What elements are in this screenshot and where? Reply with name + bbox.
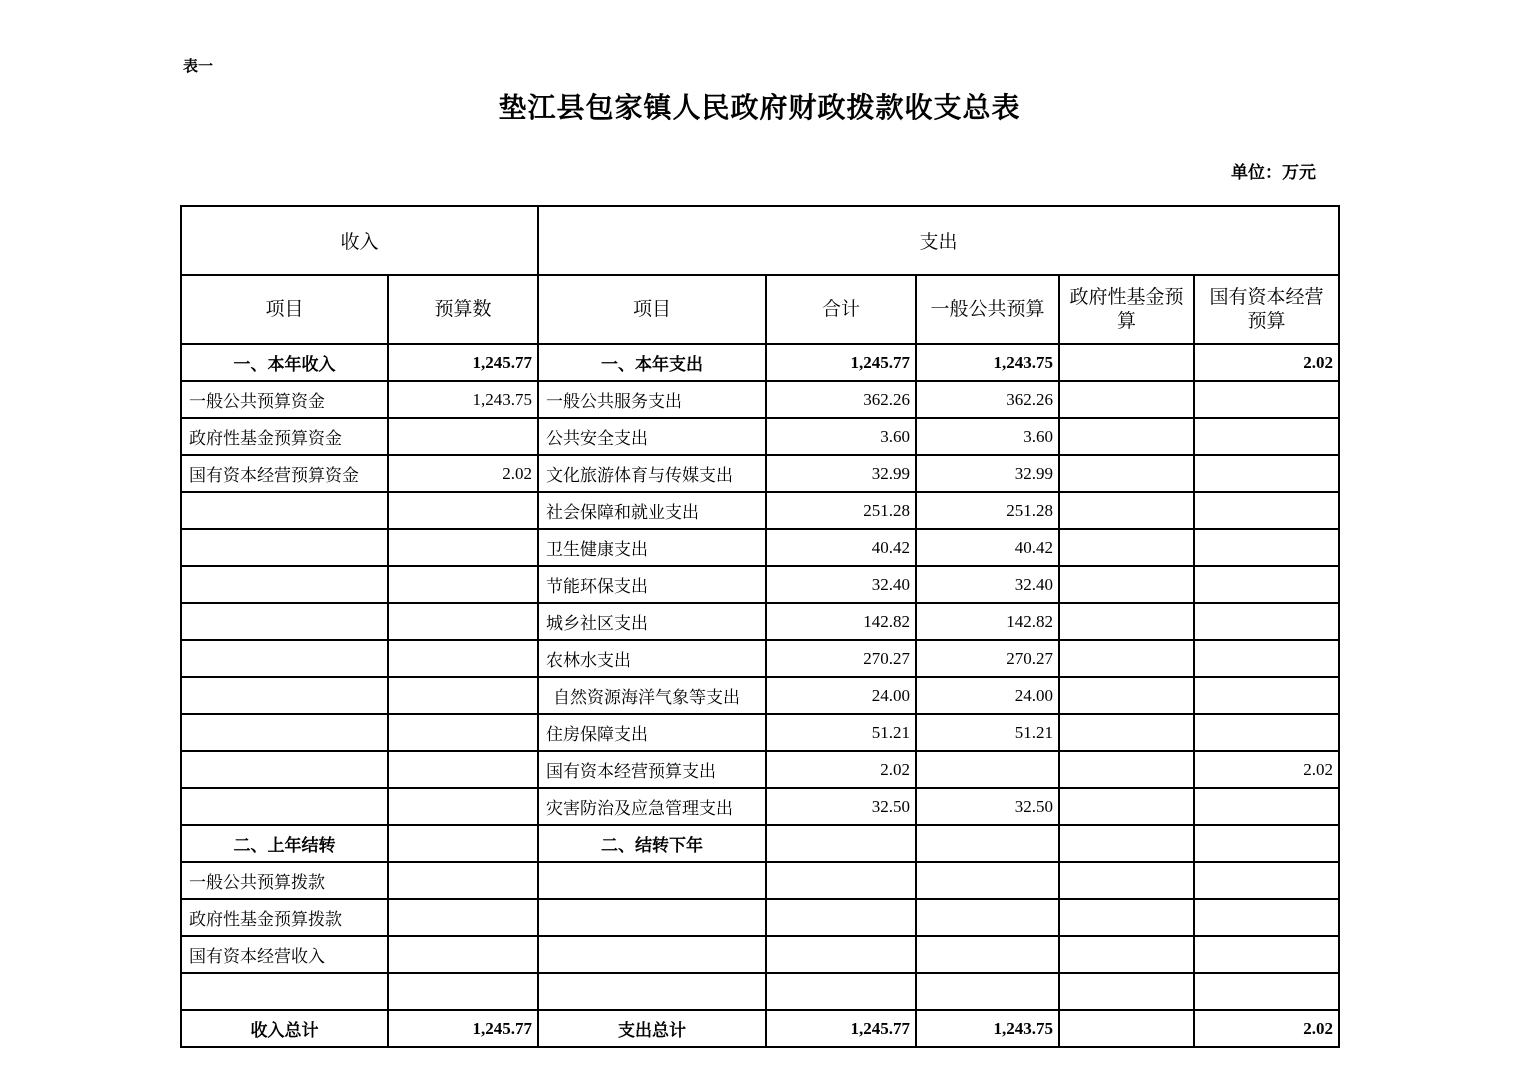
table-row <box>181 566 1339 603</box>
income-budget-cell <box>388 862 538 899</box>
exp-general-cell: 270.27 <box>916 640 1059 677</box>
exp-statecap-cell <box>1194 455 1339 492</box>
exp-statecap-cell <box>1194 862 1339 899</box>
exp-total-cell: 32.40 <box>766 566 916 603</box>
exp-item-cell <box>538 862 766 899</box>
exp-total-cell: 32.99 <box>766 455 916 492</box>
income-item-cell <box>181 640 388 677</box>
income-item-cell <box>181 492 388 529</box>
exp-general-cell: 142.82 <box>916 603 1059 640</box>
exp-item-cell: 文化旅游体育与传媒支出 <box>538 455 766 492</box>
exp-govfund-cell <box>1059 603 1194 640</box>
table-row <box>181 640 1339 677</box>
exp-statecap-header: 国有资本经营预算 <box>1194 275 1339 344</box>
exp-general-cell <box>916 862 1059 899</box>
exp-govfund-cell <box>1059 714 1194 751</box>
income-item-cell <box>181 751 388 788</box>
exp-item-cell: 国有资本经营预算支出 <box>538 751 766 788</box>
exp-general-header: 一般公共预算 <box>916 275 1059 344</box>
exp-item-cell <box>538 899 766 936</box>
income-budget-cell <box>388 492 538 529</box>
income-budget-cell <box>388 825 538 862</box>
income-item-cell <box>181 788 388 825</box>
exp-general-cell: 51.21 <box>916 714 1059 751</box>
exp-item-header: 项目 <box>538 275 766 344</box>
exp-total-cell <box>766 862 916 899</box>
exp-general-cell: 32.40 <box>916 566 1059 603</box>
income-item-cell <box>181 677 388 714</box>
income-item-cell <box>181 603 388 640</box>
income-item-cell <box>181 566 388 603</box>
exp-govfund-cell <box>1059 640 1194 677</box>
exp-general-cell: 362.26 <box>916 381 1059 418</box>
income-budget-cell <box>388 640 538 677</box>
exp-govfund-cell <box>1059 973 1194 1010</box>
table-row <box>181 677 1339 714</box>
table-label: 表一 <box>183 58 214 75</box>
group-header-row <box>181 206 1339 275</box>
income-budget-cell <box>388 973 538 1010</box>
exp-item-cell: 二、结转下年 <box>538 825 766 862</box>
table-row <box>181 862 1339 899</box>
exp-govfund-cell <box>1059 825 1194 862</box>
exp-general-cell <box>916 973 1059 1010</box>
exp-govfund-cell <box>1059 788 1194 825</box>
exp-govfund-cell <box>1059 418 1194 455</box>
exp-item-cell: 农林水支出 <box>538 640 766 677</box>
income-budget-cell <box>388 603 538 640</box>
exp-govfund-cell <box>1059 677 1194 714</box>
exp-statecap-cell <box>1194 899 1339 936</box>
income-budget-header: 预算数 <box>388 275 538 344</box>
total-row <box>181 1010 1339 1047</box>
income-item-header: 项目 <box>181 275 388 344</box>
exp-govfund-header: 政府性基金预算 <box>1059 275 1194 344</box>
exp-total-cell: 142.82 <box>766 603 916 640</box>
income-item-cell <box>181 973 388 1010</box>
exp-total-cell <box>766 936 916 973</box>
table-row <box>181 714 1339 751</box>
page-title: 垫江县包家镇人民政府财政拨款收支总表 <box>498 92 1021 123</box>
exp-item-cell: 自然资源海洋气象等支出 <box>538 677 766 714</box>
exp-total-cell: 40.42 <box>766 529 916 566</box>
table-row <box>181 492 1339 529</box>
exp-govfund-cell <box>1059 899 1194 936</box>
income-item-cell: 政府性基金预算资金 <box>181 418 388 455</box>
income-budget-cell <box>388 936 538 973</box>
exp-item-cell: 一般公共服务支出 <box>538 381 766 418</box>
exp-total-cell <box>766 899 916 936</box>
exp-general-cell: 3.60 <box>916 418 1059 455</box>
exp-statecap-cell <box>1194 603 1339 640</box>
income-item-cell: 收入总计 <box>181 1010 388 1047</box>
exp-govfund-cell <box>1059 529 1194 566</box>
income-item-cell: 一般公共预算资金 <box>181 381 388 418</box>
exp-statecap-cell <box>1194 529 1339 566</box>
income-budget-cell <box>388 714 538 751</box>
exp-statecap-cell <box>1194 566 1339 603</box>
table-row <box>181 825 1339 862</box>
exp-total-cell: 51.21 <box>766 714 916 751</box>
income-item-cell <box>181 714 388 751</box>
income-item-cell: 一般公共预算拨款 <box>181 862 388 899</box>
table-row <box>181 936 1339 973</box>
table-row <box>181 455 1339 492</box>
exp-general-cell: 251.28 <box>916 492 1059 529</box>
income-item-cell: 国有资本经营预算资金 <box>181 455 388 492</box>
income-item-cell: 国有资本经营收入 <box>181 936 388 973</box>
exp-statecap-cell <box>1194 640 1339 677</box>
table-row <box>181 344 1339 381</box>
income-budget-cell <box>388 529 538 566</box>
income-item-cell: 政府性基金预算拨款 <box>181 899 388 936</box>
expenditure-group-header: 支出 <box>538 206 1339 275</box>
exp-statecap-cell: 2.02 <box>1194 344 1339 381</box>
exp-govfund-cell <box>1059 936 1194 973</box>
exp-item-cell: 住房保障支出 <box>538 714 766 751</box>
exp-general-cell: 40.42 <box>916 529 1059 566</box>
income-item-cell: 一、本年收入 <box>181 344 388 381</box>
income-budget-cell: 2.02 <box>388 455 538 492</box>
exp-total-cell <box>766 973 916 1010</box>
exp-total-cell: 1,245.77 <box>766 1010 916 1047</box>
exp-item-cell: 城乡社区支出 <box>538 603 766 640</box>
exp-govfund-cell <box>1059 381 1194 418</box>
table-row <box>181 381 1339 418</box>
table-row <box>181 418 1339 455</box>
exp-total-header: 合计 <box>766 275 916 344</box>
table-row <box>181 529 1339 566</box>
table-row <box>181 973 1339 1010</box>
column-header-row <box>181 275 1339 344</box>
exp-general-cell <box>916 899 1059 936</box>
exp-statecap-cell: 2.02 <box>1194 751 1339 788</box>
budget-summary-table <box>180 205 1340 1048</box>
exp-general-cell: 24.00 <box>916 677 1059 714</box>
exp-general-cell: 1,243.75 <box>916 344 1059 381</box>
income-item-cell <box>181 529 388 566</box>
table-row <box>181 603 1339 640</box>
exp-govfund-cell <box>1059 455 1194 492</box>
exp-statecap-cell <box>1194 788 1339 825</box>
exp-total-cell: 362.26 <box>766 381 916 418</box>
exp-item-cell: 卫生健康支出 <box>538 529 766 566</box>
income-budget-cell <box>388 899 538 936</box>
exp-govfund-cell <box>1059 862 1194 899</box>
exp-statecap-cell <box>1194 677 1339 714</box>
income-budget-cell <box>388 788 538 825</box>
exp-item-cell: 支出总计 <box>538 1010 766 1047</box>
exp-statecap-cell <box>1194 936 1339 973</box>
exp-govfund-cell <box>1059 1010 1194 1047</box>
exp-statecap-cell <box>1194 973 1339 1010</box>
exp-general-cell <box>916 825 1059 862</box>
exp-govfund-cell <box>1059 566 1194 603</box>
table-row <box>181 899 1339 936</box>
exp-statecap-cell <box>1194 825 1339 862</box>
exp-total-cell <box>766 825 916 862</box>
income-item-cell: 二、上年结转 <box>181 825 388 862</box>
exp-total-cell: 24.00 <box>766 677 916 714</box>
exp-item-cell: 灾害防治及应急管理支出 <box>538 788 766 825</box>
exp-general-cell <box>916 751 1059 788</box>
exp-govfund-cell <box>1059 492 1194 529</box>
exp-total-cell: 2.02 <box>766 751 916 788</box>
exp-statecap-cell <box>1194 418 1339 455</box>
exp-statecap-cell <box>1194 381 1339 418</box>
income-budget-cell: 1,243.75 <box>388 381 538 418</box>
income-budget-cell <box>388 566 538 603</box>
unit-note: 单位：万元 <box>1231 163 1316 182</box>
exp-statecap-cell: 2.02 <box>1194 1010 1339 1047</box>
exp-statecap-cell <box>1194 714 1339 751</box>
exp-item-cell: 节能环保支出 <box>538 566 766 603</box>
income-budget-cell <box>388 677 538 714</box>
exp-total-cell: 3.60 <box>766 418 916 455</box>
exp-item-cell: 社会保障和就业支出 <box>538 492 766 529</box>
table-row <box>181 788 1339 825</box>
exp-general-cell: 32.50 <box>916 788 1059 825</box>
exp-govfund-cell <box>1059 344 1194 381</box>
exp-item-cell: 公共安全支出 <box>538 418 766 455</box>
exp-general-cell: 32.99 <box>916 455 1059 492</box>
income-budget-cell: 1,245.77 <box>388 1010 538 1047</box>
exp-item-cell <box>538 973 766 1010</box>
exp-general-cell <box>916 936 1059 973</box>
exp-total-cell: 1,245.77 <box>766 344 916 381</box>
exp-item-cell: 一、本年支出 <box>538 344 766 381</box>
exp-general-cell: 1,243.75 <box>916 1010 1059 1047</box>
exp-total-cell: 32.50 <box>766 788 916 825</box>
exp-statecap-cell <box>1194 492 1339 529</box>
income-budget-cell <box>388 751 538 788</box>
exp-total-cell: 251.28 <box>766 492 916 529</box>
exp-govfund-cell <box>1059 751 1194 788</box>
table-row <box>181 751 1339 788</box>
income-group-header: 收入 <box>181 206 538 275</box>
income-budget-cell <box>388 418 538 455</box>
exp-total-cell: 270.27 <box>766 640 916 677</box>
income-budget-cell: 1,245.77 <box>388 344 538 381</box>
exp-item-cell <box>538 936 766 973</box>
